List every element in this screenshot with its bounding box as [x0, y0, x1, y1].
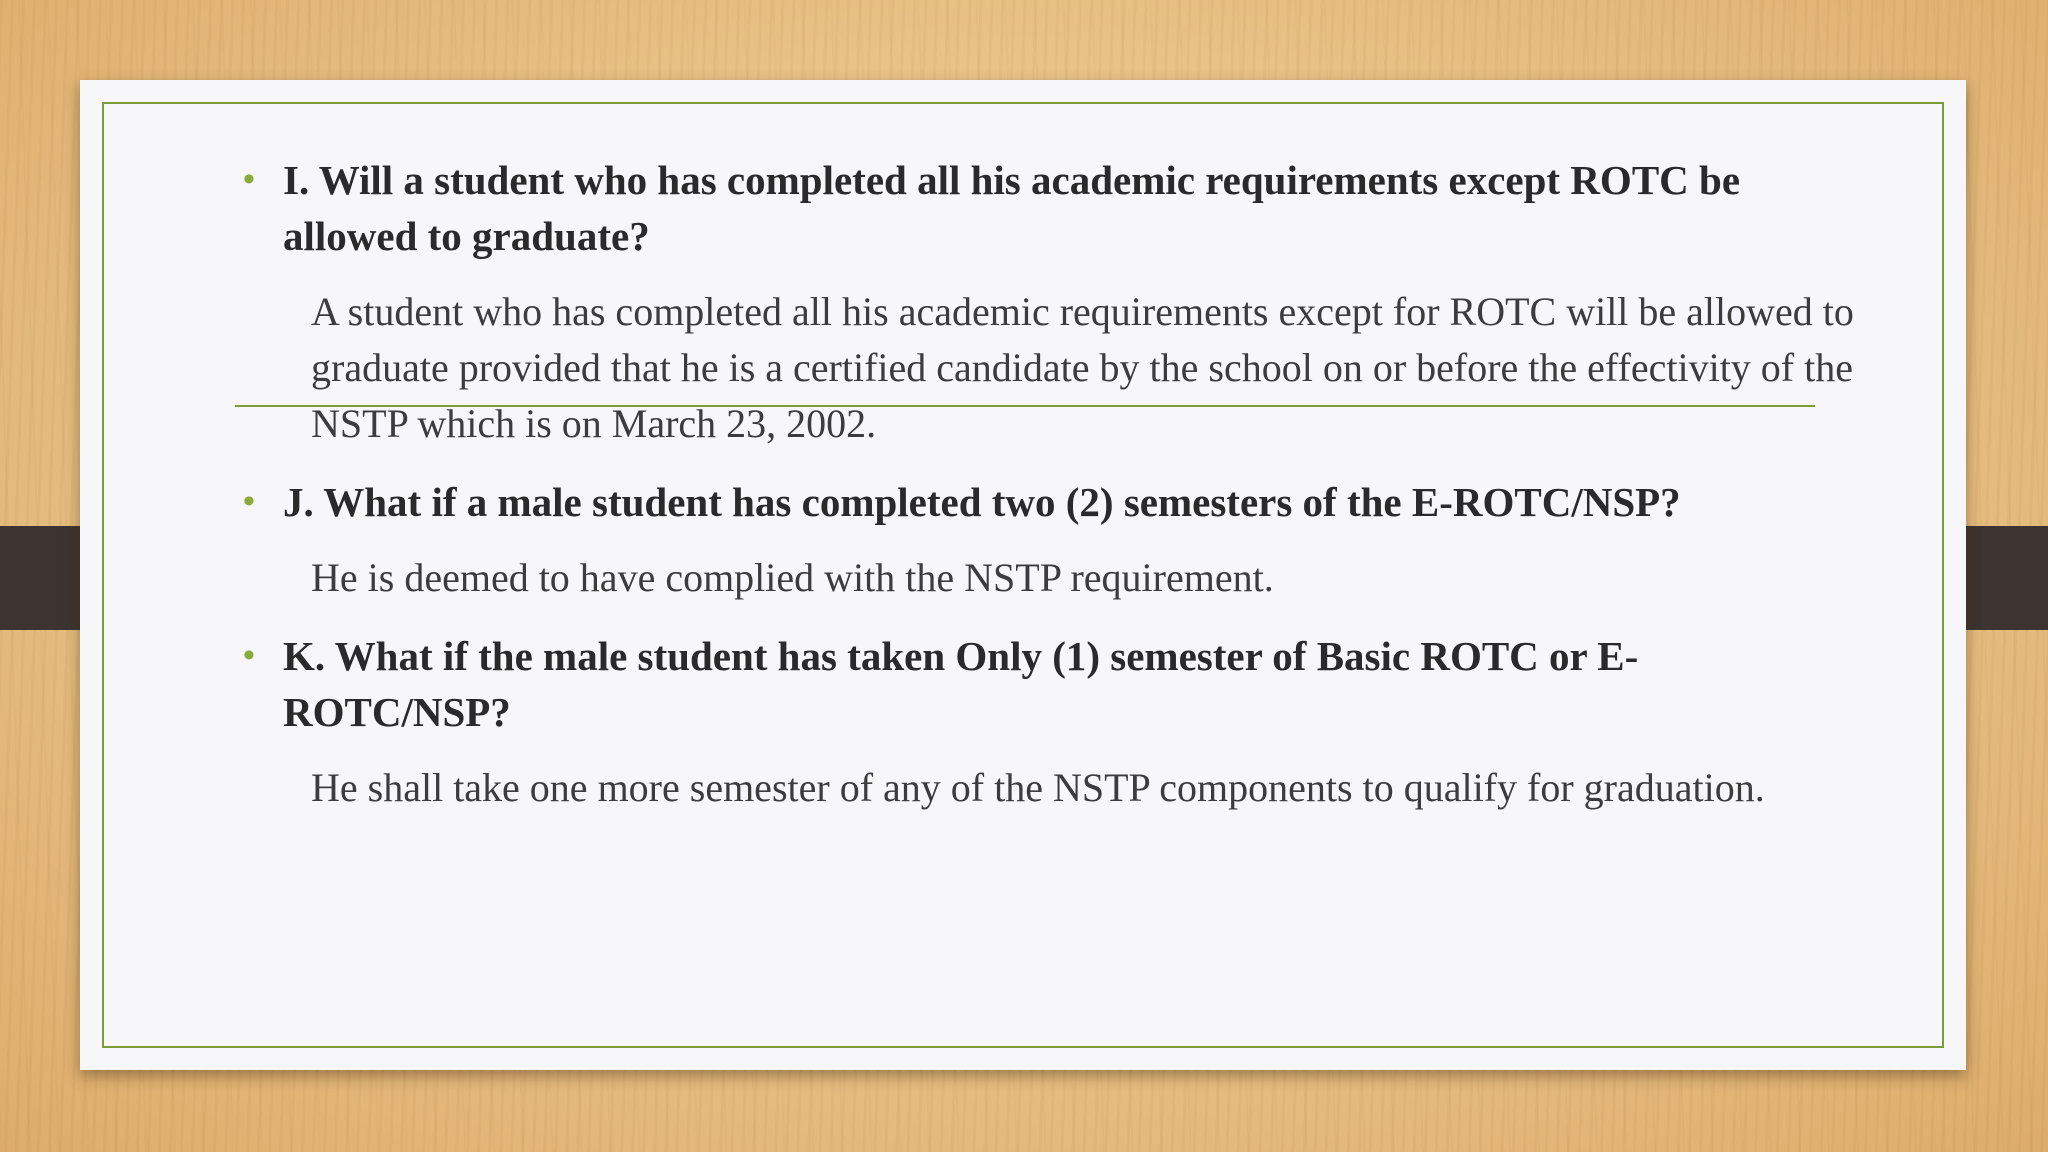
slide-card — [80, 80, 1966, 1070]
question-j — [235, 474, 1855, 530]
answer-k: He shall take one more semester of any of the NSTP components to qualify for graduation. — [311, 765, 1765, 810]
answer-j: He is deemed to have complied with the NSTP requirement. — [311, 555, 1274, 600]
bullet-icon: • — [243, 637, 255, 674]
question-i — [235, 152, 1855, 264]
bullet-icon: • — [243, 483, 255, 520]
bullet-icon: • — [243, 161, 255, 198]
question-text: J. What if a male student has completed two (2) semesters of the E-ROTC/NSP? — [283, 479, 1681, 525]
slide-content — [235, 152, 1855, 838]
question-text: I. Will a student who has completed all his academic requirements except ROTC be allowed to graduate? — [283, 157, 1741, 259]
question-k — [235, 628, 1855, 740]
question-text: K. What if the male student has taken Only (1) semester of Basic ROTC or E-ROTC/NSP? — [283, 633, 1639, 735]
answer-i: A student who has completed all his academic requirements except for ROTC will be allowed to graduate provided that he is a certified candidate by the school on or before the effectivity of the NSTP which is on March 23, 2002. — [311, 289, 1854, 446]
